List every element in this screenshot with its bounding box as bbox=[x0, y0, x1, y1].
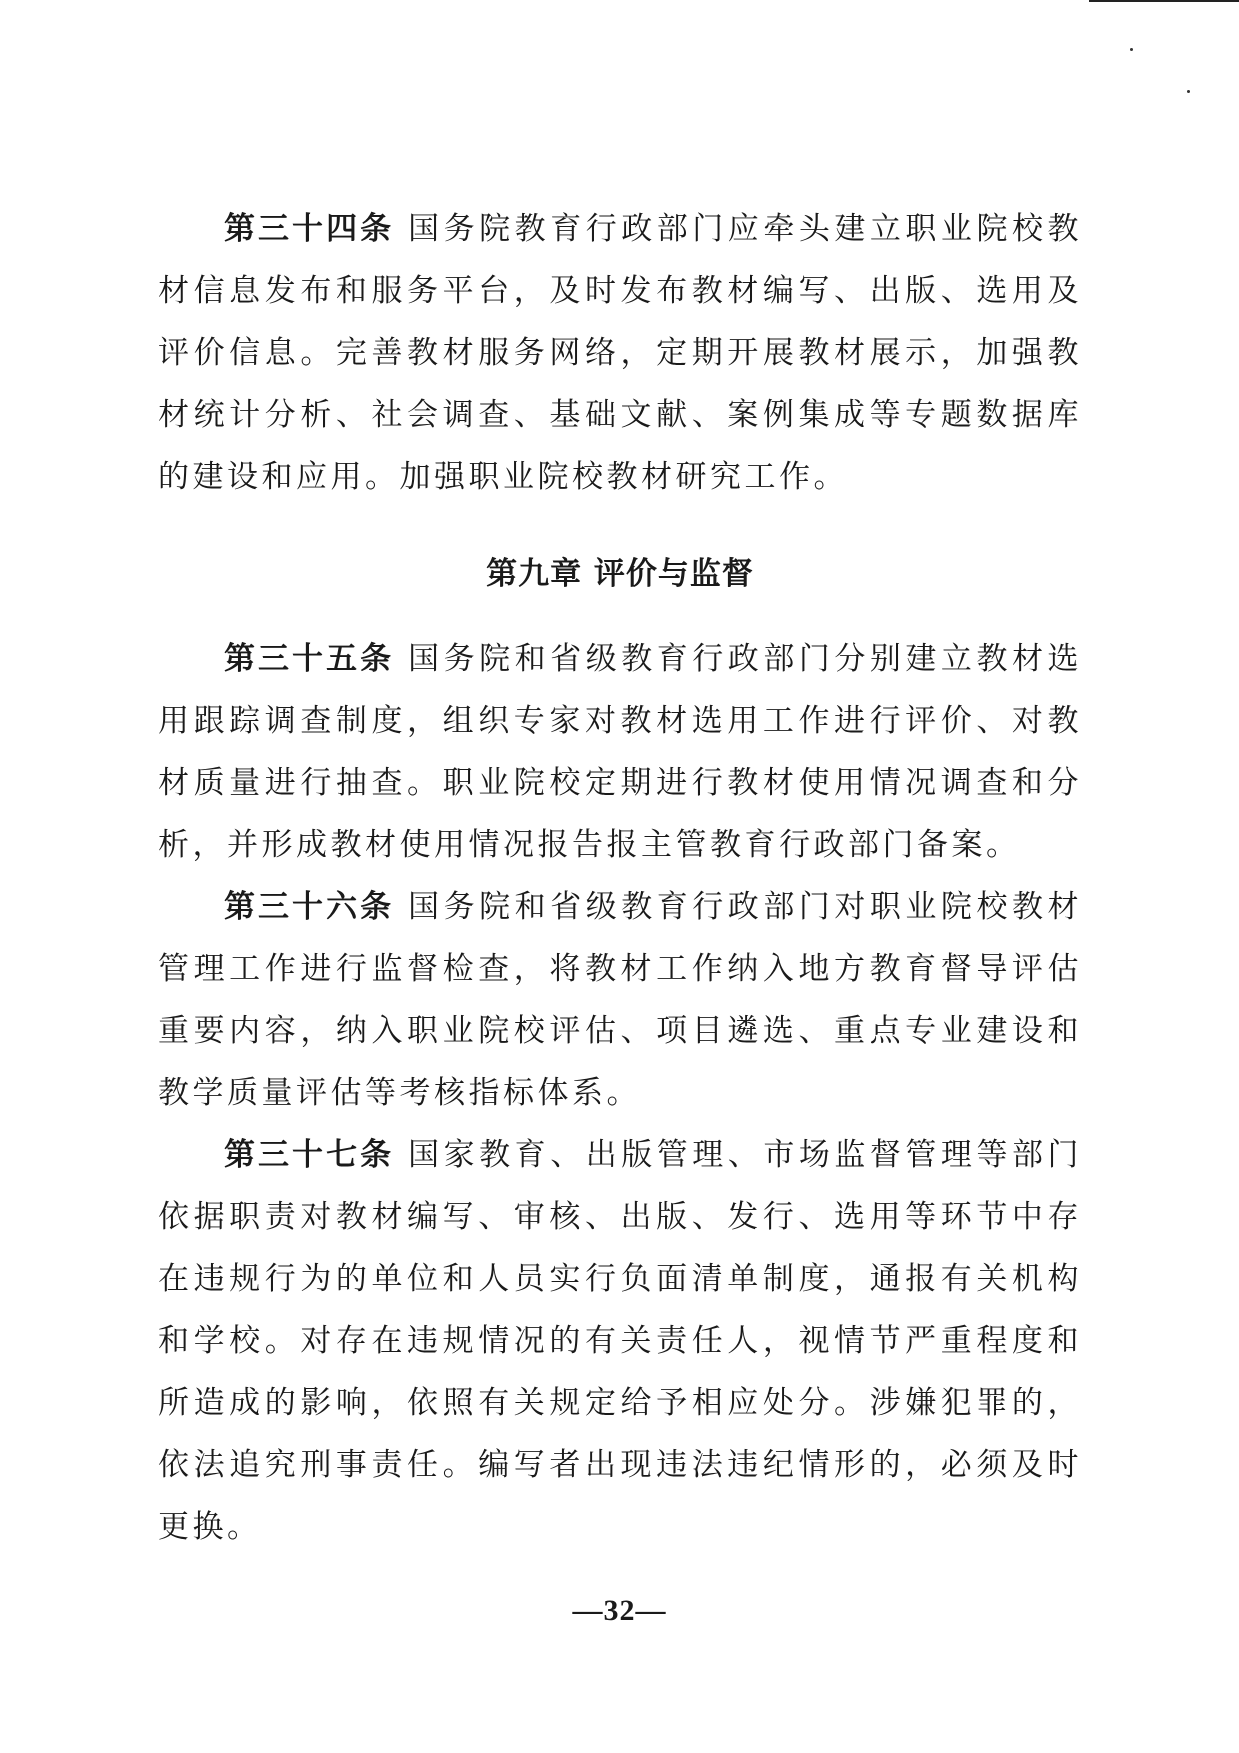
article-37-number: 第三十七条 bbox=[224, 1137, 395, 1173]
article-36-text: 国务院和省级教育行政部门对职业院校教材管理工作进行监督检查，将教材工作纳入地方教育督导评估重要内容，纳入职业院校评估、项目遴选、重点专业建设和教学质量评估等考核指标体系。 bbox=[158, 889, 1082, 1111]
article-37-text: 国家教育、出版管理、市场监督管理等部门依据职责对教材编写、审核、出版、发行、选用等环节中存在违规行为的单位和人员实行负面清单制度，通报有关机构和学校。对存在违规情况的有关责任人，视情节严重程度和所造成的影响，依照有关规定给予相应处分。涉嫌犯罪的，依法追究刑事责任。编写者出现违法违纪情形的，必须及时更换。 bbox=[158, 1137, 1082, 1545]
top-edge-rule bbox=[1089, 0, 1239, 2]
article-34 bbox=[158, 198, 1082, 508]
scan-speck bbox=[1130, 48, 1133, 51]
article-34-number: 第三十四条 bbox=[224, 211, 395, 247]
article-35-number: 第三十五条 bbox=[224, 641, 395, 677]
article-35 bbox=[158, 628, 1082, 876]
scan-speck bbox=[1187, 90, 1190, 93]
article-35-text: 国务院和省级教育行政部门分别建立教材选用跟踪调查制度，组织专家对教材选用工作进行评价、对教材质量进行抽查。职业院校定期进行教材使用情况调查和分析，并形成教材使用情况报告报主管教育行政部门备案。 bbox=[158, 641, 1082, 863]
chapter-title: 第九章 评价与监督 bbox=[486, 556, 754, 592]
article-36 bbox=[158, 876, 1082, 1124]
article-36-number: 第三十六条 bbox=[224, 889, 395, 925]
article-34-text: 国务院教育行政部门应牵头建立职业院校教材信息发布和服务平台，及时发布教材编写、出版、选用及评价信息。完善教材服务网络，定期开展教材展示，加强教材统计分析、社会调查、基础文献、案例集成等专题数据库的建设和应用。加强职业院校教材研究工作。 bbox=[158, 211, 1082, 495]
article-37 bbox=[158, 1124, 1082, 1558]
page-number: —32— bbox=[572, 1594, 667, 1627]
